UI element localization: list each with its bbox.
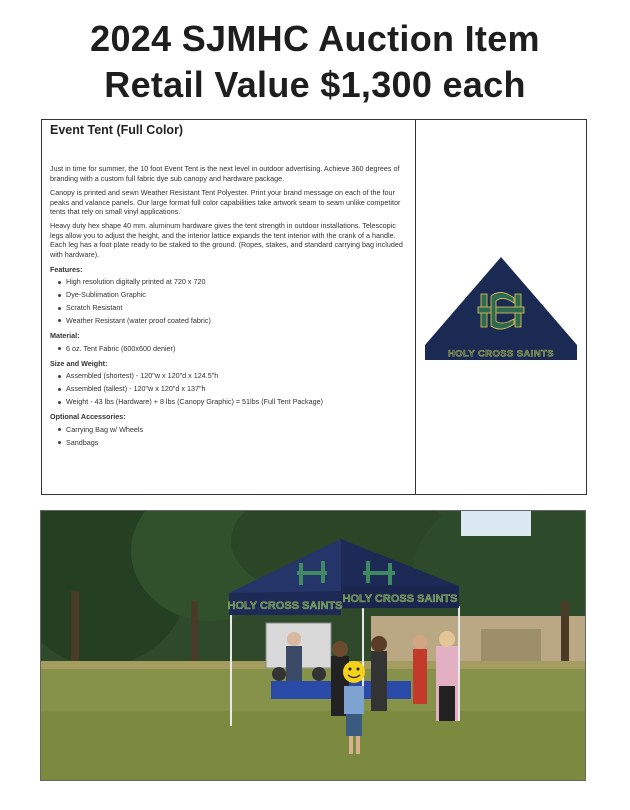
description-paragraph: Just in time for summer, the 10 foot Event Tent is the next level in outdoor advertising. Achieve 360 degrees of branding with a custom full fabric dye sub canopy and hardware package.: [50, 164, 400, 183]
logo-panel: [416, 120, 586, 494]
list-item: 6 oz. Tent Fabric (600x600 denier): [66, 344, 407, 353]
headline-line-1: 2024 SJMHC Auction Item: [90, 18, 540, 59]
product-description: [42, 120, 416, 494]
list-item: Scratch Resistant: [66, 303, 407, 312]
product-title: Event Tent (Full Color): [50, 123, 184, 137]
description-paragraph: Heavy duty hex shape 40 mm. aluminum hardware gives the tent strength in outdoor installations. Telescopic legs allow you to adjust the height, and the interior lattice expands the tent interior with the crank of a handle. Each leg has a foot plate ready to be staked to the ground. (Ropes, stakes, and standard carrying bag included with hardware).: [50, 221, 403, 259]
features-heading: Features:: [50, 265, 83, 275]
size-weight-heading: Size and Weight:: [50, 359, 108, 369]
material-list: [50, 344, 407, 353]
list-item: Dye-Sublimation Graphic: [66, 290, 407, 299]
hc-monogram-icon: [478, 292, 524, 329]
accessories-list: [50, 425, 407, 447]
list-item: Sandbags: [66, 438, 407, 447]
accessories-heading: Optional Accessories:: [50, 412, 126, 422]
list-item: Carrying Bag w/ Wheels: [66, 425, 407, 434]
list-item: Weather Resistant (water proof coated fabric): [66, 316, 407, 325]
tent-photo: [40, 510, 586, 781]
description-paragraph: Canopy is printed and sewn Weather Resistant Tent Polyester. Print your brand message on each of the four peaks and valance panels. Our large format full color capabilities take artwork seam to seam unlike competitor tents that rely on small vinyl applications.: [50, 188, 401, 217]
list-item: High resolution digitally printed at 720 x 720: [66, 277, 407, 286]
canopy-text-left: HOLY CROSS SAINTS: [227, 600, 343, 612]
logo-text: HOLY CROSS SAINTS: [447, 348, 555, 360]
product-spec-box: [41, 119, 587, 495]
list-item: Assembled (shortest) - 120"w x 120"d x 124.5"h: [66, 371, 407, 380]
headline-line-2: Retail Value $1,300 each: [104, 64, 526, 105]
list-item: Weight - 43 lbs (Hardware) + 8 lbs (Canopy Graphic) = 51lbs (Full Tent Package): [66, 397, 407, 406]
event-tent-photo: [41, 511, 586, 781]
holy-cross-logo: [416, 120, 586, 494]
features-list: [50, 277, 407, 325]
list-item: Assembled (tallest) - 120"w x 120"d x 137"h: [66, 384, 407, 393]
size-weight-list: [50, 371, 407, 406]
canopy-text-right: HOLY CROSS SAINTS: [342, 593, 458, 605]
material-heading: Material:: [50, 331, 80, 341]
